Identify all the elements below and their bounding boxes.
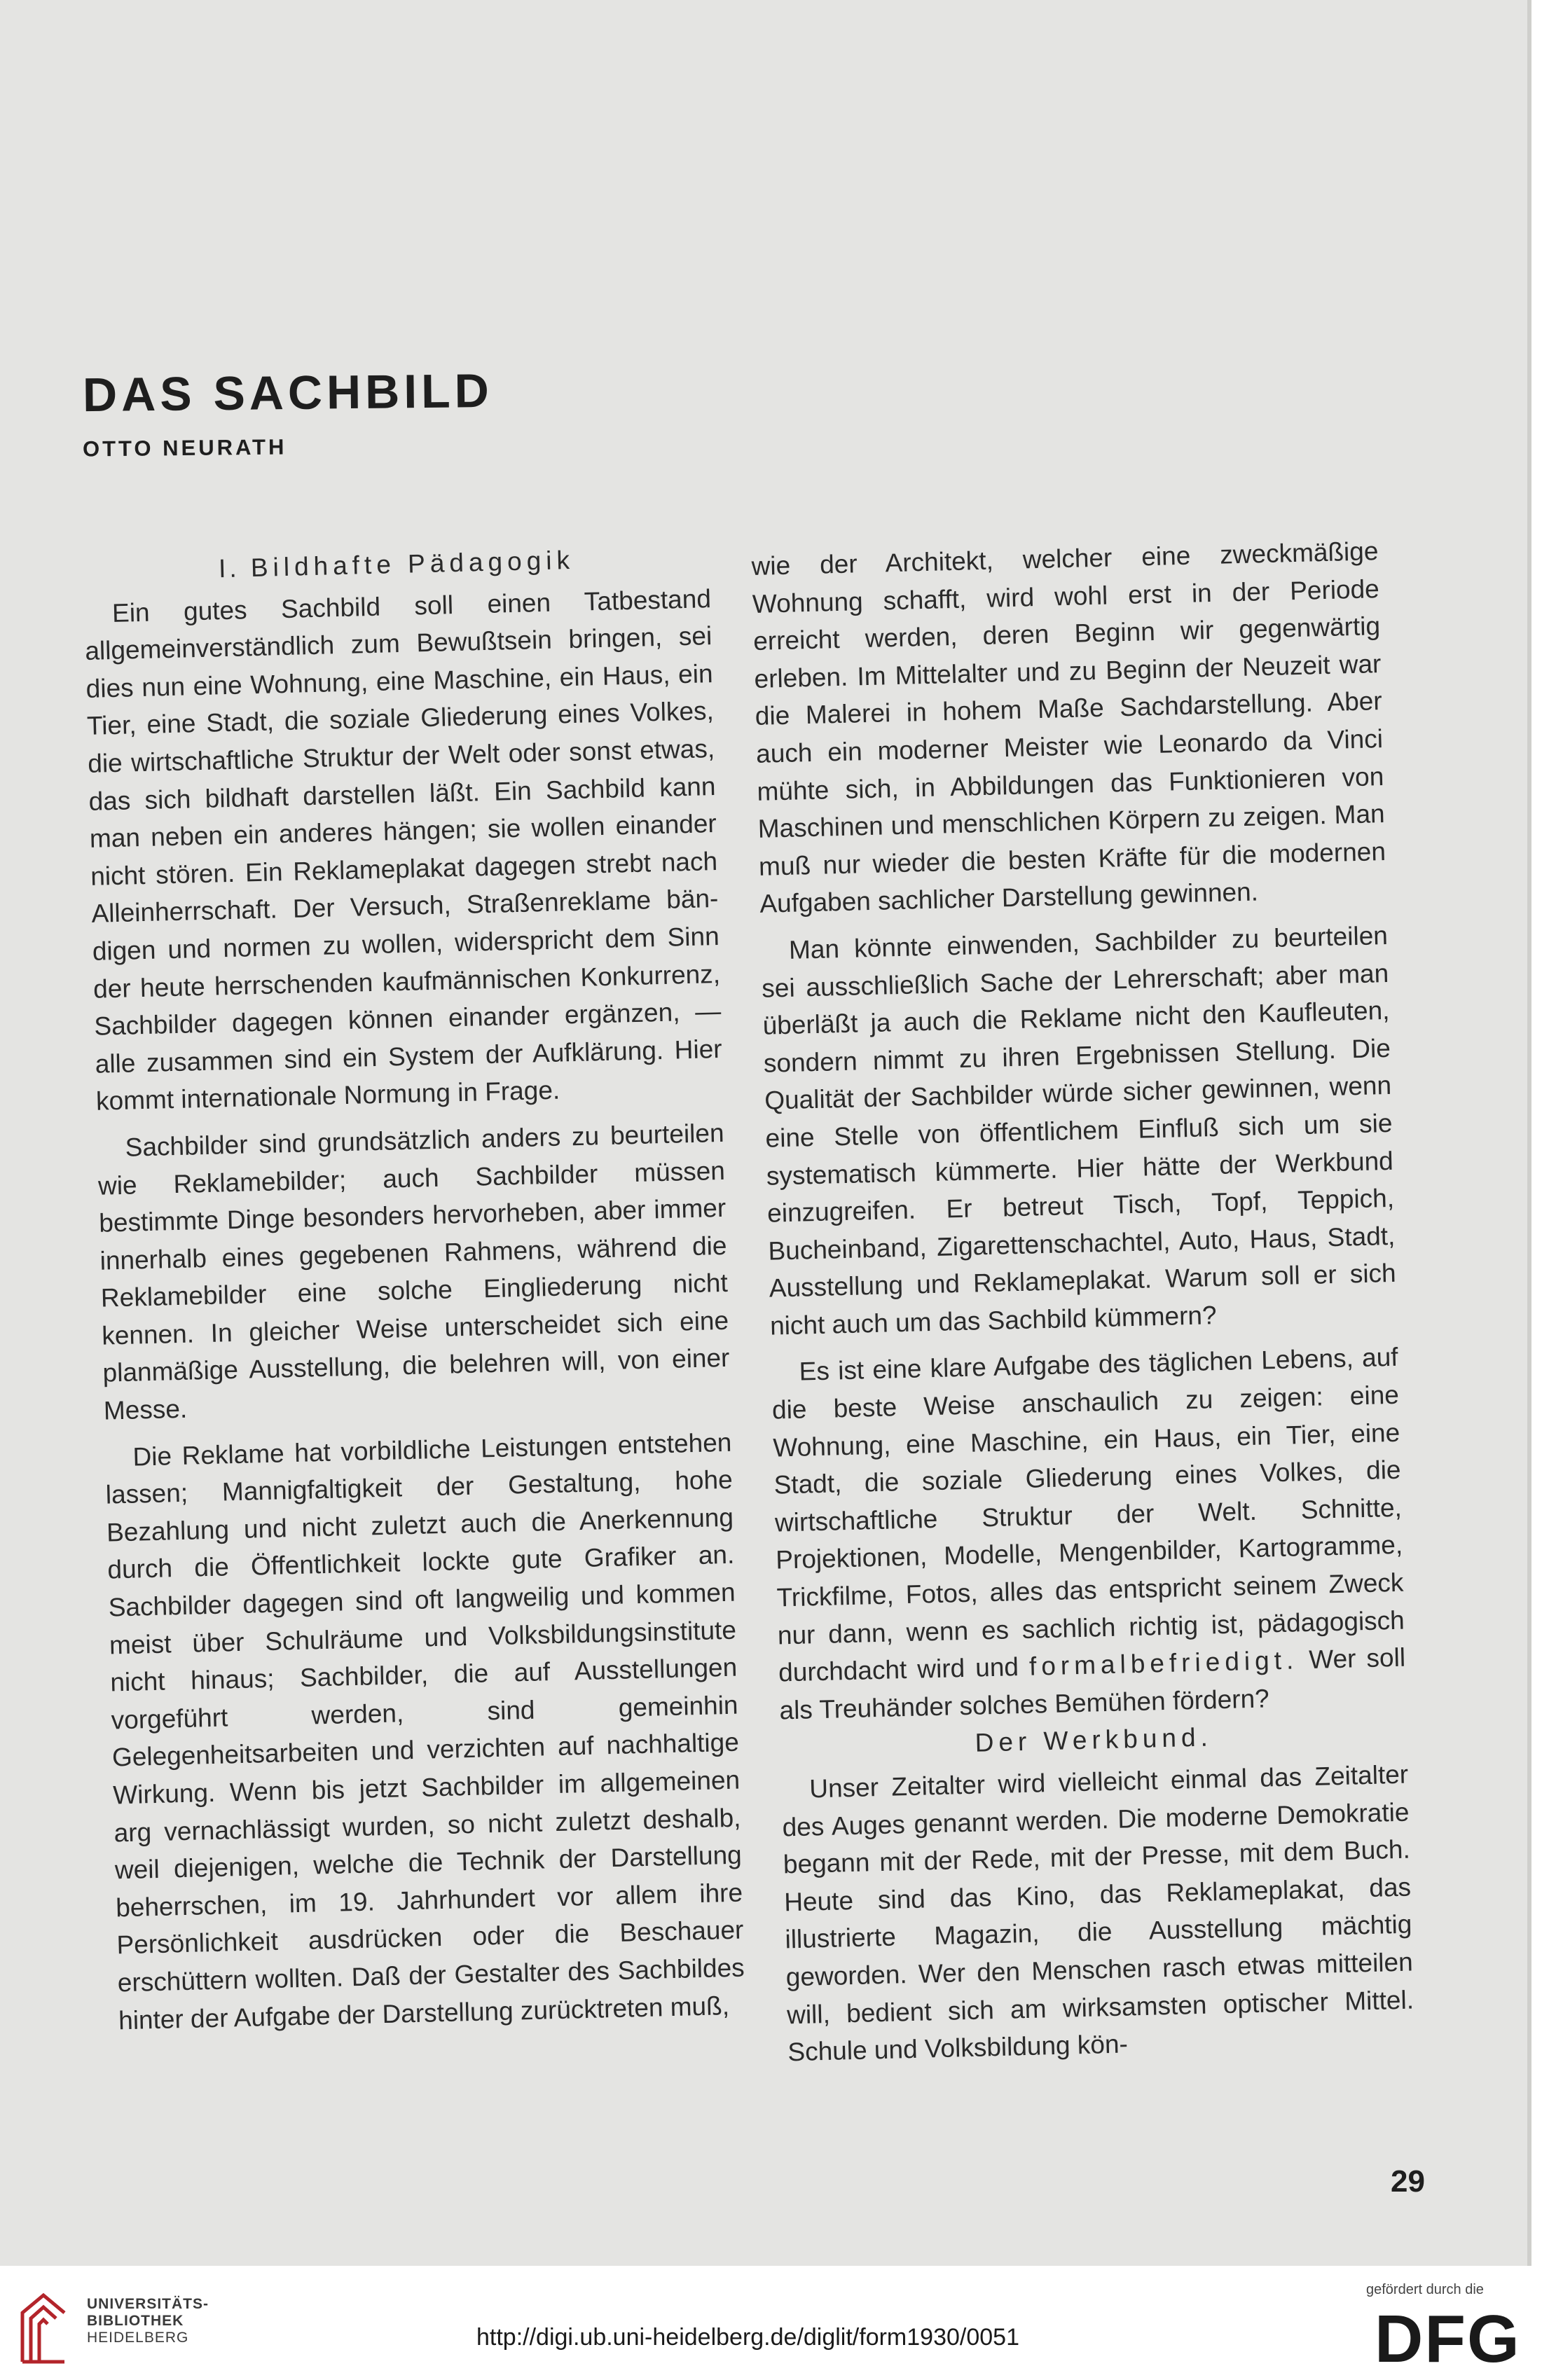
library-logo-icon (15, 2285, 71, 2369)
paragraph: Man könnte einwenden, Sachbilder zu beurteilen sei ausschließlich Sache der Lehrerschaft; aber man überläßt ja auch die Reklame nicht den Kaufleuten, sondern nimmt zu ihren Ergebnissen Stellung. Die Qualität der Sachbilder würde sicher gewinnen, wenn eine Stelle von öffentlichem Einfluß sich um sie systematisch kümmerte. Hier hätte der Werkbund einzugreifen. Er betreut Tisch, Topf, Teppich, Bucheinband, Zigarettenschachtel, Auto, Haus, Stadt, Ausstellung und Reklameplakat. Warum soll er sich nicht auch um das Sachbild kümmern? (761, 920, 1397, 1341)
left-column (83, 538, 746, 2039)
paragraph: Unser Zeitalter wird vielleicht einmal das Zeitalter des Auges genannt werden. Die moderne Demokratie begann mit der Rede, mit der Presse, mit dem Buch. Heute sind das Kino, das Reklameplakat, das illustrierte Magazin, die Ausstellung mächtig geworden. Wer den Menschen rasch etwas mitteilen will, bedient sich am wirksamsten optischer Mittel. Schule und Volksbildung kön- (782, 1759, 1414, 2067)
section-title: Bildhafte Pädagogik (250, 545, 575, 583)
dfg-logo: DFG (1375, 2302, 1521, 2376)
paragraph-text: Es ist eine klare Aufgabe des täglichen Lebens, auf die beste Weise anschaulich zu zeigen: eine Wohnung, eine Maschine, ein Haus, ein Tier, eine Stadt, die soziale Gliederung eines Volkes, die wirtschaftliche Struktur der Welt. Schnitte, Projektionen, Modelle, Mengenbilder, Kartogramme, Trickfilme, Fotos, alles das entspricht seinem Zweck nur dann, wenn es sachlich richtig ist, pädagogisch durchdacht wird und (771, 1343, 1405, 1687)
article-title: DAS SACHBILD (82, 364, 494, 422)
funding-note: gefördert durch die (1366, 2282, 1484, 2297)
emphasized-text: formalbefriedigt. (1028, 1645, 1299, 1681)
paragraph: Die Reklame hat vorbildliche Leistungen entstehen lassen; Mannigfaltigkeit der Gestaltung, hohe Bezahlung und nicht zuletzt auch die Anerkennung durch die Öffentlichkeit lockte gute Grafiker an. Sachbilder dagegen sind oft langweilig und kommen meist über Schulräume und Volksbildungsinstitute nicht hinaus; Sachbilder, die auf Ausstellungen vorgeführt werden, sind gemeinhin Gelegenheitsarbeiten und verzichten auf nachhaltige Wirkung. Wenn bis jetzt Sachbilder im allgemeinen arg vernachlässigt wurden, so nicht zuletzt deshalb, weil diejenigen, welche die Technik der Darstellung beherrschen, im 19. Jahrhundert vor allem ihre Persönlichkeit ausdrücken oder die Beschauer erschüttern wollten. Daß der Gestalter des Sachbildes hinter der Aufgabe der Darstellung zurücktreten muß, (105, 1427, 745, 2035)
footer-bar (0, 2269, 1549, 2380)
source-url-link[interactable]: http://digi.ub.uni-heidelberg.de/diglit/form1930/0051 (476, 2324, 1019, 2351)
section-number: I. (218, 553, 241, 583)
library-name (87, 2296, 209, 2346)
paragraph: wie der Architekt, welcher eine zweckmäßige Wohnung schafft, wird wohl erst in der Periode erreicht werden, deren Beginn wir gegenwärtig erleben. Im Mittelalter und zu Beginn der Neuzeit war die Malerei in hohem Maße Sachdarstellung. Aber auch ein moderner Meister wie Leonardo da Vinci mühte sich, in Abbildungen das Funktionieren von Maschinen und menschlichen Körpern zu zeigen. Man muß nur wieder die besten Kräfte für die modernen Aufgaben sachlicher Darstellung gewinnen. (751, 537, 1386, 919)
article-author: OTTO NEURATH (82, 434, 287, 462)
page-number: 29 (1391, 2164, 1425, 2199)
library-line: BIBLIOTHEK (87, 2313, 184, 2329)
paragraph: Ein gutes Sachbild soll einen Tatbestand allgemeinverständlich zum Bewußtsein bringen, sei dies nun eine Wohnung, eine Maschine, ein Haus, ein Tier, eine Stadt, die soziale Gliederung eines Volkes, die wirtschaftliche Struktur der Welt oder sonst etwas, das sich bildhaft darstellen läßt. Ein Sachbild kann man neben ein anderes hängen; sie wollen einander nicht stören. Ein Reklameplakat dagegen strebt nach Alleinherrschaft. Der Versuch, Straßenreklame bändigen und normen zu wollen, widerspricht dem Sinn der heute herrschenden kaufmännischen Konkurrenz, Sachbilder dagegen können einander ergänzen, — alle zusammen sind ein System der Aufklärung. Hier kommt internationale Normung in Frage. (84, 583, 723, 1116)
library-line: UNIVERSITÄTS- (87, 2296, 209, 2312)
paragraph-text: Wer soll als Treuhänder solches Bemühen fördern? (779, 1642, 1406, 1725)
library-line: HEIDELBERG (87, 2330, 189, 2346)
paragraph: Sachbilder sind grundsätzlich anders zu beurteilen wie Reklamebilder; auch Sachbilder müssen bestimmte Dinge besonders hervorheben, aber immer innerhalb eines gegebenen Rahmens, während die Reklamebilder eine solche Eingliederung nicht kennen. In gleicher Weise unterscheidet sich eine planmäßige Ausstellung, die belehren will, von einer Messe. (97, 1118, 730, 1425)
section-heading: Der Werkbund. (975, 1722, 1213, 1758)
right-column (751, 532, 1415, 2071)
paragraph (771, 1338, 1407, 1729)
